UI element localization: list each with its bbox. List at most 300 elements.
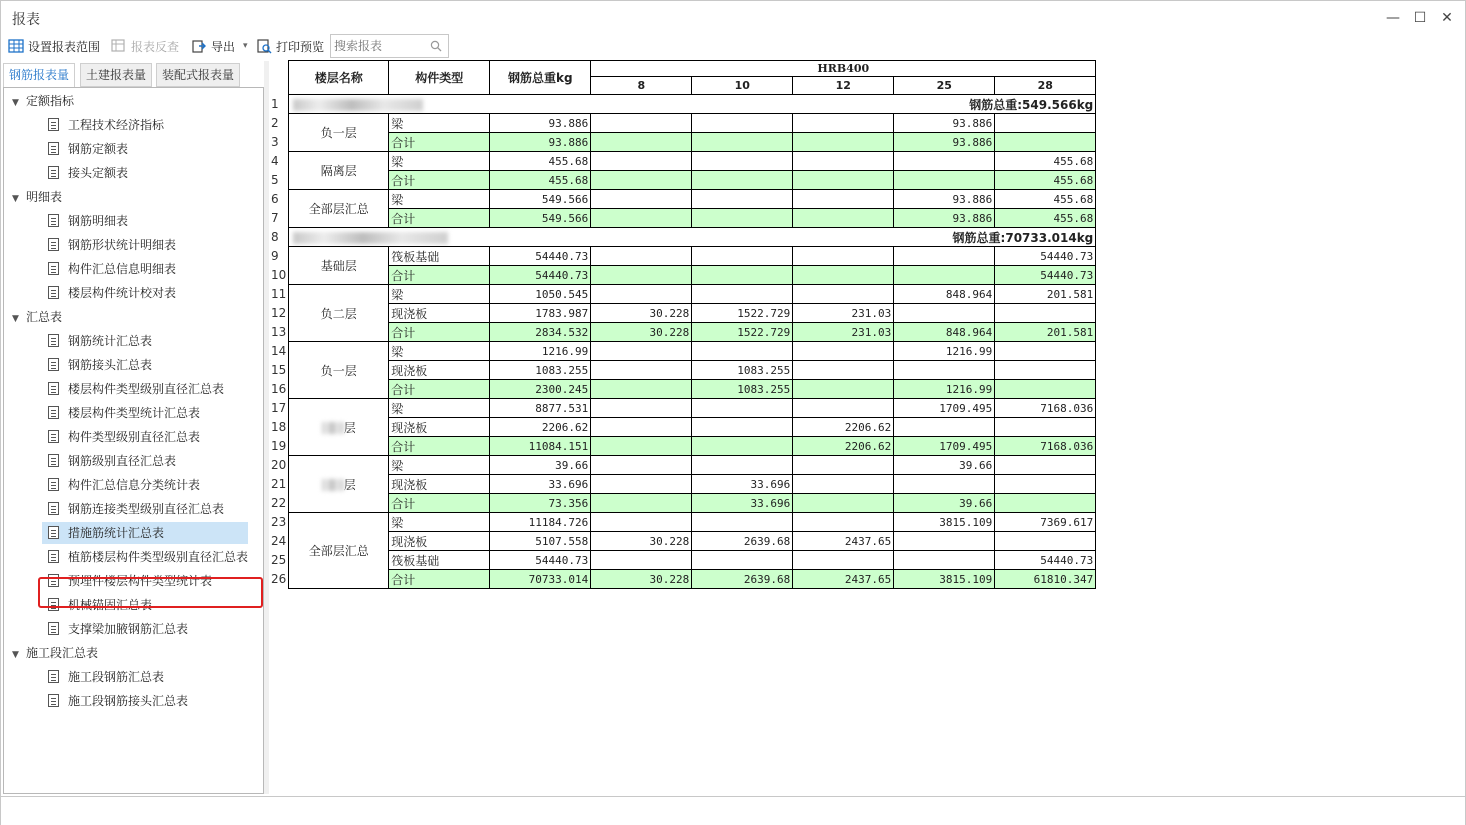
component-type-cell: 合计: [389, 437, 490, 456]
tree-item[interactable]: [48, 666, 164, 688]
diameter-weight-cell: [894, 266, 995, 285]
diameter-weight-cell: 93.886: [894, 209, 995, 228]
row-number: 7: [269, 209, 289, 228]
row-number: 3: [269, 133, 289, 152]
document-icon: [48, 526, 59, 539]
diameter-weight-cell: 3815.109: [894, 570, 995, 589]
row-number: 1: [269, 95, 289, 114]
diameter-weight-cell: [692, 171, 793, 190]
set-report-range-label: 设置报表范围: [28, 39, 101, 54]
total-weight-cell: 73.356: [490, 494, 591, 513]
row-number: 22: [269, 494, 289, 513]
print-preview-label: 打印预览: [276, 39, 325, 54]
total-weight-cell: 1083.255: [490, 361, 591, 380]
floor-name-cell: [289, 152, 389, 190]
document-icon: [48, 622, 59, 635]
diameter-weight-cell: [793, 513, 894, 532]
document-icon: [48, 382, 59, 395]
table-row: [269, 266, 1096, 285]
tree-item[interactable]: [48, 450, 176, 472]
diameter-weight-cell: 1216.99: [894, 342, 995, 361]
table-row: [269, 418, 1096, 437]
floor-name: 负一层: [320, 363, 357, 378]
component-type-cell: 合计: [389, 494, 490, 513]
report-search: [330, 34, 449, 58]
tree-item-label: 钢筋定额表: [68, 142, 129, 156]
diameter-weight-cell: [793, 361, 894, 380]
document-icon: [48, 262, 59, 275]
header-total-weight: 钢筋总重kg: [490, 61, 591, 95]
diameter-weight-cell: [591, 399, 692, 418]
header-diameter: 12: [793, 77, 894, 95]
floor-name-cell: [289, 513, 389, 589]
diameter-weight-cell: [793, 342, 894, 361]
diameter-weight-cell: [793, 285, 894, 304]
diameter-weight-cell: [793, 551, 894, 570]
tree-item[interactable]: [48, 594, 152, 616]
tree-item-label: 植筋楼层构件类型级别直径汇总表: [68, 550, 249, 564]
row-number: 12: [269, 304, 289, 323]
diameter-weight-cell: [995, 494, 1096, 513]
row-number: 4: [269, 152, 289, 171]
set-report-range-button[interactable]: [8, 35, 100, 57]
component-type-cell: 合计: [389, 266, 490, 285]
row-number: 14: [269, 342, 289, 361]
total-weight-cell: 54440.73: [490, 266, 591, 285]
diameter-weight-cell: [995, 475, 1096, 494]
diameter-weight-cell: [591, 209, 692, 228]
tree-item[interactable]: [48, 402, 200, 424]
tree-item[interactable]: [48, 282, 176, 304]
diameter-weight-cell: 93.886: [894, 190, 995, 209]
section-total-weight: 钢筋总重:70733.014kg: [952, 230, 1094, 245]
diameter-weight-cell: [793, 247, 894, 266]
diameter-weight-cell: 3815.109: [894, 513, 995, 532]
component-type-cell: 合计: [389, 380, 490, 399]
export-label: 导出: [211, 39, 236, 54]
diameter-weight-cell: 30.228: [591, 304, 692, 323]
tree-item[interactable]: [48, 210, 128, 232]
floor-name-cell: [289, 399, 389, 456]
expand-caret-icon[interactable]: ▼: [12, 98, 19, 108]
diameter-weight-cell: 54440.73: [995, 247, 1096, 266]
diameter-weight-cell: [591, 152, 692, 171]
row-number: 18: [269, 418, 289, 437]
tree-item[interactable]: [48, 258, 176, 280]
header-diameter: 10: [692, 77, 793, 95]
document-icon: [48, 142, 59, 155]
grid-settings-icon: [8, 38, 24, 54]
table-search-icon: [111, 38, 127, 54]
total-weight-cell: 54440.73: [490, 247, 591, 266]
diameter-weight-cell: [894, 551, 995, 570]
total-weight-cell: 1050.545: [490, 285, 591, 304]
document-icon: [48, 166, 59, 179]
diameter-weight-cell: [692, 418, 793, 437]
total-weight-cell: 1783.987: [490, 304, 591, 323]
tree-item[interactable]: [48, 474, 200, 496]
document-icon: [48, 550, 59, 563]
tree-item[interactable]: [42, 522, 248, 544]
diameter-weight-cell: 848.964: [894, 323, 995, 342]
diameter-weight-cell: [793, 380, 894, 399]
document-icon: [48, 238, 59, 251]
diameter-weight-cell: 231.03: [793, 304, 894, 323]
diameter-weight-cell: 1083.255: [692, 361, 793, 380]
tree-item[interactable]: [48, 618, 188, 640]
row-number: 6: [269, 190, 289, 209]
table-row: [269, 247, 1096, 266]
table-row: [269, 494, 1096, 513]
table-row: [269, 475, 1096, 494]
section-title-row: [269, 228, 1096, 247]
table-row: [269, 513, 1096, 532]
table-row: [269, 361, 1096, 380]
tree-item[interactable]: [48, 690, 188, 712]
header-grade: HRB400: [591, 61, 1096, 77]
diameter-weight-cell: [793, 494, 894, 513]
export-dropdown-icon[interactable]: ▾: [243, 41, 248, 51]
total-weight-cell: 8877.531: [490, 399, 591, 418]
tree-item[interactable]: [48, 138, 128, 160]
redacted-floor-prefix: [322, 422, 344, 434]
total-weight-cell: 5107.558: [490, 532, 591, 551]
tree-item-label: 构件汇总信息明细表: [68, 262, 177, 276]
document-icon: [48, 286, 59, 299]
diameter-weight-cell: 1709.495: [894, 399, 995, 418]
component-type-cell: 梁: [389, 456, 490, 475]
row-number: 8: [269, 228, 289, 247]
header-diameter: 8: [591, 77, 692, 95]
diameter-weight-cell: [692, 133, 793, 152]
diameter-weight-cell: [793, 399, 894, 418]
tree-group-label: 定额指标: [26, 94, 75, 108]
diameter-weight-cell: [591, 190, 692, 209]
tree-item[interactable]: [48, 234, 176, 256]
window-title: 报表: [12, 12, 40, 28]
component-type-cell: 现浇板: [389, 532, 490, 551]
floor-name: 全部层汇总: [308, 544, 369, 558]
tree-item-label: 钢筋连接类型级别直径汇总表: [68, 502, 225, 516]
tree-item-label: 钢筋明细表: [68, 214, 129, 228]
diameter-weight-cell: 30.228: [591, 323, 692, 342]
tree-item[interactable]: [48, 426, 200, 448]
close-icon[interactable]: ✕: [1441, 10, 1453, 26]
tree-item-label: 机械锚固汇总表: [68, 598, 153, 612]
total-weight-cell: 1216.99: [490, 342, 591, 361]
floor-name: 负一层: [320, 126, 357, 140]
document-icon: [48, 454, 59, 467]
diameter-weight-cell: [591, 133, 692, 152]
tab-prefab-report[interactable]: 装配式报表量: [156, 63, 240, 87]
document-icon: [48, 478, 59, 491]
row-number: 15: [269, 361, 289, 380]
diameter-weight-cell: 1709.495: [894, 437, 995, 456]
tree-group[interactable]: [12, 186, 62, 208]
diameter-weight-cell: [591, 171, 692, 190]
diameter-weight-cell: [692, 513, 793, 532]
diameter-weight-cell: [591, 494, 692, 513]
row-number: 16: [269, 380, 289, 399]
tree-item[interactable]: [48, 162, 128, 184]
diameter-weight-cell: 7369.617: [995, 513, 1096, 532]
section-title: [289, 228, 1096, 247]
component-type-cell: 筏板基础: [389, 247, 490, 266]
tree-item-label: 支撑梁加腋钢筋汇总表: [68, 622, 189, 636]
diameter-weight-cell: [995, 361, 1096, 380]
tree-item[interactable]: [48, 354, 152, 376]
diameter-weight-cell: [591, 247, 692, 266]
tree-item-label: 预埋件楼层构件类型统计表: [68, 574, 213, 588]
total-weight-cell: 2834.532: [490, 323, 591, 342]
row-number: 20: [269, 456, 289, 475]
diameter-weight-cell: [692, 266, 793, 285]
floor-name-cell: [289, 456, 389, 513]
document-icon: [48, 406, 59, 419]
redacted-project-name: [293, 232, 448, 244]
tree-item[interactable]: [48, 570, 212, 592]
tree-item-label: 构件汇总信息分类统计表: [68, 478, 201, 492]
tree-group[interactable]: [12, 306, 62, 328]
tree-item[interactable]: [48, 498, 224, 520]
row-number: 11: [269, 285, 289, 304]
diameter-weight-cell: [894, 532, 995, 551]
document-icon: [48, 430, 59, 443]
total-weight-cell: 2206.62: [490, 418, 591, 437]
tree-item[interactable]: [48, 378, 224, 400]
document-icon: [48, 670, 59, 683]
diameter-weight-cell: [793, 266, 894, 285]
diameter-weight-cell: 93.886: [894, 114, 995, 133]
table-row: [269, 456, 1096, 475]
tree-group-label: 施工段汇总表: [26, 646, 99, 660]
diameter-weight-cell: 30.228: [591, 570, 692, 589]
diameter-weight-cell: 33.696: [692, 475, 793, 494]
component-type-cell: 梁: [389, 399, 490, 418]
diameter-weight-cell: [692, 209, 793, 228]
diameter-weight-cell: [995, 342, 1096, 361]
component-type-cell: 梁: [389, 114, 490, 133]
document-icon: [48, 502, 59, 515]
diameter-weight-cell: [591, 361, 692, 380]
minimize-icon[interactable]: —: [1386, 10, 1400, 26]
table-row: [269, 285, 1096, 304]
search-icon[interactable]: [430, 40, 442, 52]
component-type-cell: 合计: [389, 570, 490, 589]
tree-item[interactable]: [48, 546, 248, 568]
diameter-weight-cell: 201.581: [995, 285, 1096, 304]
row-number: 5: [269, 171, 289, 190]
report-view: [269, 59, 1465, 794]
export-button[interactable]: [191, 35, 248, 57]
row-number: 10: [269, 266, 289, 285]
floor-name-cell: [289, 190, 389, 228]
tree-item-label: 措施筋统计汇总表: [68, 526, 165, 540]
floor-name-cell: [289, 247, 389, 285]
diameter-weight-cell: [692, 190, 793, 209]
diameter-weight-cell: 201.581: [995, 323, 1096, 342]
header-diameter: 28: [995, 77, 1096, 95]
table-row: [269, 551, 1096, 570]
total-weight-cell: 39.66: [490, 456, 591, 475]
diameter-weight-cell: 2639.68: [692, 532, 793, 551]
report-tree-panel: [3, 61, 264, 794]
diameter-weight-cell: [591, 380, 692, 399]
total-weight-cell: 11084.151: [490, 437, 591, 456]
status-bar: [1, 796, 1465, 825]
diameter-weight-cell: 455.68: [995, 152, 1096, 171]
row-number: 26: [269, 570, 289, 589]
table-row: [269, 190, 1096, 209]
diameter-weight-cell: [995, 456, 1096, 475]
report-search-input[interactable]: [331, 35, 427, 57]
diameter-weight-cell: 455.68: [995, 190, 1096, 209]
tree-item-label: 楼层构件类型统计汇总表: [68, 406, 201, 420]
tree-group[interactable]: [12, 90, 74, 112]
diameter-weight-cell: [894, 152, 995, 171]
diameter-weight-cell: [793, 152, 894, 171]
component-type-cell: 合计: [389, 133, 490, 152]
tree-item-label: 构件类型级别直径汇总表: [68, 430, 201, 444]
table-row: [269, 399, 1096, 418]
expand-caret-icon[interactable]: ▼: [12, 194, 19, 204]
tab-rebar-report[interactable]: 钢筋报表量: [3, 63, 75, 88]
table-row: [269, 152, 1096, 171]
diameter-weight-cell: 848.964: [894, 285, 995, 304]
diameter-weight-cell: 54440.73: [995, 551, 1096, 570]
component-type-cell: 现浇板: [389, 304, 490, 323]
component-type-cell: 现浇板: [389, 361, 490, 380]
diameter-weight-cell: [692, 456, 793, 475]
diameter-weight-cell: [591, 456, 692, 475]
row-number: 25: [269, 551, 289, 570]
diameter-weight-cell: [591, 551, 692, 570]
print-preview-button[interactable]: [256, 35, 324, 57]
diameter-weight-cell: [692, 551, 793, 570]
tree-group-label: 明细表: [26, 190, 63, 204]
diameter-weight-cell: [894, 418, 995, 437]
total-weight-cell: 70733.014: [490, 570, 591, 589]
diameter-weight-cell: 1522.729: [692, 323, 793, 342]
header-diameter: 25: [894, 77, 995, 95]
diameter-weight-cell: 1216.99: [894, 380, 995, 399]
diameter-weight-cell: 61810.347: [995, 570, 1096, 589]
table-row: [269, 304, 1096, 323]
diameter-weight-cell: [894, 361, 995, 380]
tree-item-label: 楼层构件类型级别直径汇总表: [68, 382, 225, 396]
reverse-check-label: 报表反查: [131, 39, 180, 54]
tree-item[interactable]: [48, 114, 164, 136]
total-weight-cell: 549.566: [490, 209, 591, 228]
diameter-weight-cell: 2206.62: [793, 437, 894, 456]
report-table: [269, 60, 1096, 589]
floor-name: 层: [343, 477, 356, 492]
diameter-weight-cell: [995, 532, 1096, 551]
table-row: [269, 532, 1096, 551]
header-floor-name: 楼层名称: [289, 61, 389, 95]
document-icon: [48, 574, 59, 587]
tree-item-label: 楼层构件统计校对表: [68, 286, 177, 300]
floor-name: 负二层: [320, 306, 357, 321]
diameter-weight-cell: 231.03: [793, 323, 894, 342]
document-icon: [48, 358, 59, 371]
tree-group[interactable]: [12, 642, 98, 664]
tree-item[interactable]: [48, 330, 152, 352]
diameter-weight-cell: 39.66: [894, 456, 995, 475]
document-icon: [48, 214, 59, 227]
tree-item-label: 钢筋形状统计明细表: [68, 238, 177, 252]
tree-item-label: 接头定额表: [68, 166, 129, 180]
row-number: 13: [269, 323, 289, 342]
section-title-row: [269, 95, 1096, 114]
diameter-weight-cell: 7168.036: [995, 399, 1096, 418]
expand-caret-icon[interactable]: ▼: [12, 314, 19, 324]
diameter-weight-cell: [793, 190, 894, 209]
diameter-weight-cell: [591, 114, 692, 133]
component-type-cell: 梁: [389, 190, 490, 209]
tree-item-label: 钢筋统计汇总表: [68, 334, 153, 348]
diameter-weight-cell: [692, 437, 793, 456]
component-type-cell: 梁: [389, 152, 490, 171]
expand-caret-icon[interactable]: ▼: [12, 650, 19, 660]
diameter-weight-cell: [793, 171, 894, 190]
row-number: 24: [269, 532, 289, 551]
tree-item-label: 钢筋接头汇总表: [68, 358, 153, 372]
diameter-weight-cell: [894, 171, 995, 190]
tree-item-label: 施工段钢筋汇总表: [68, 670, 165, 684]
total-weight-cell: 93.886: [490, 133, 591, 152]
maximize-icon[interactable]: ☐: [1413, 10, 1427, 26]
diameter-weight-cell: [692, 247, 793, 266]
diameter-weight-cell: [894, 247, 995, 266]
component-type-cell: 合计: [389, 171, 490, 190]
tab-civil-report[interactable]: 土建报表量: [80, 63, 152, 87]
diameter-weight-cell: [995, 418, 1096, 437]
document-icon: [48, 598, 59, 611]
diameter-weight-cell: [793, 114, 894, 133]
diameter-weight-cell: 39.66: [894, 494, 995, 513]
document-icon: [48, 118, 59, 131]
component-type-cell: 合计: [389, 209, 490, 228]
total-weight-cell: 455.68: [490, 152, 591, 171]
total-weight-cell: 455.68: [490, 171, 591, 190]
table-row: [269, 437, 1096, 456]
diameter-weight-cell: [591, 285, 692, 304]
diameter-weight-cell: [793, 456, 894, 475]
diameter-weight-cell: [692, 342, 793, 361]
header-component-type: 构件类型: [389, 61, 490, 95]
diameter-weight-cell: [591, 475, 692, 494]
floor-name-cell: [289, 114, 389, 152]
table-row: [269, 171, 1096, 190]
diameter-weight-cell: [793, 209, 894, 228]
redacted-project-name: [293, 99, 423, 111]
component-type-cell: 梁: [389, 285, 490, 304]
diameter-weight-cell: [591, 418, 692, 437]
header-row: [269, 61, 1096, 77]
table-row: [269, 342, 1096, 361]
diameter-weight-cell: [591, 266, 692, 285]
row-number: 9: [269, 247, 289, 266]
reverse-check-button[interactable]: [111, 35, 179, 57]
component-type-cell: 合计: [389, 323, 490, 342]
component-type-cell: 梁: [389, 513, 490, 532]
component-type-cell: 梁: [389, 342, 490, 361]
diameter-weight-cell: [692, 285, 793, 304]
table-row: [269, 209, 1096, 228]
report-tabs: [3, 61, 264, 88]
diameter-weight-cell: [591, 513, 692, 532]
